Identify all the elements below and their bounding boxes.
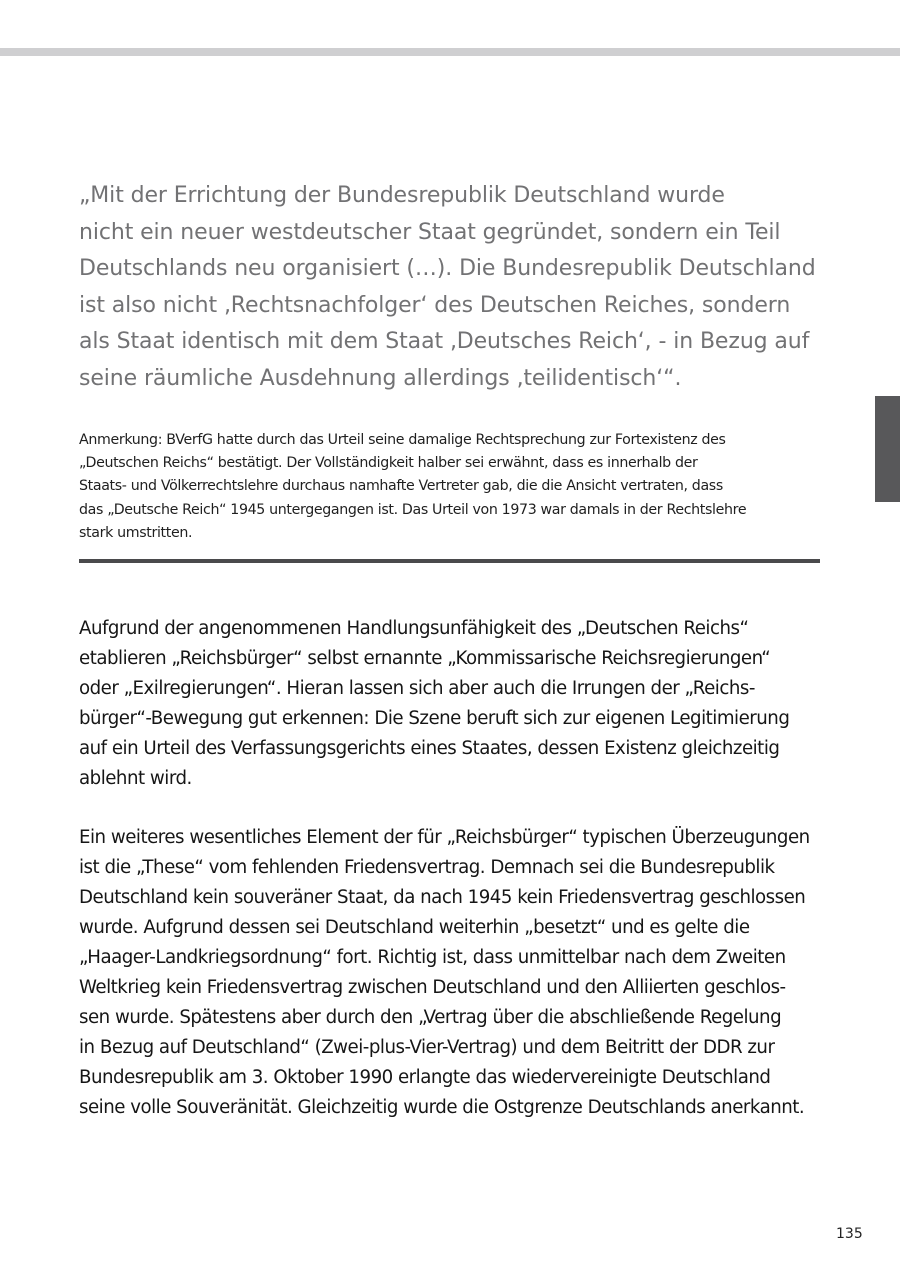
note-line: Anmerkung: BVerfG hatte durch das Urteil seine damalige Rechtsprechung zur Fortexistenz des [79, 432, 726, 448]
page-number: 135 [836, 1226, 863, 1242]
body-line: oder „Exilregierungen“. Hieran lassen sich aber auch die Irrungen der „Reichs- [79, 678, 755, 699]
note-line: das „Deutsche Reich“ 1945 untergegangen ist. Das Urteil von 1973 war damals in der Rechtslehre [79, 501, 747, 518]
top-rule [0, 48, 900, 56]
quote-line: seine räumliche Ausdehnung allerdings ‚teilidentisch‘“. [79, 365, 682, 391]
quote-line: Deutschlands neu organisiert (…). Die Bundesrepublik Deutschland [79, 256, 816, 282]
body-line: Bundesrepublik am 3. Oktober 1990 erlangte das wiedervereinigte Deutschland [79, 1067, 771, 1088]
body-paragraph-2 [79, 823, 824, 1123]
body-line: Aufgrund der angenommenen Handlungsunfähigkeit des „Deutschen Reichs“ [79, 618, 749, 639]
body-line: etablieren „Reichsbürger“ selbst ernannte „Kommissarische Reichsregierungen“ [79, 648, 771, 669]
court-quote [79, 178, 824, 398]
quote-line: nicht ein neuer westdeutscher Staat gegründet, sondern ein Teil [79, 219, 781, 245]
note-line: stark umstritten. [79, 524, 193, 541]
body-line: Deutschland kein souveräner Staat, da nach 1945 kein Friedensvertrag geschlossen [79, 887, 806, 908]
annotation-note [79, 429, 824, 545]
body-line: sen wurde. Spätestens aber durch den „Vertrag über die abschließende Regelung [79, 1007, 782, 1028]
body-line: ablehnt wird. [79, 768, 192, 789]
body-line: Ein weiteres wesentliches Element der für „Reichsbürger“ typischen Überzeugungen [79, 827, 810, 848]
note-line: „Deutschen Reichs“ bestätigt. Der Vollständigkeit halber sei erwähnt, dass es innerhalb der [79, 455, 698, 472]
body-line: wurde. Aufgrund dessen sei Deutschland weiterhin „besetzt“ und es gelte die [79, 917, 750, 938]
chapter-side-tab [875, 396, 900, 502]
note-line: Staats- und Völkerrechtslehre durchaus namhafte Vertreter gab, die die Ansicht vertraten, dass [79, 478, 723, 495]
body-line: in Bezug auf Deutschland“ (Zwei-plus-Vier-Vertrag) und dem Beitritt der DDR zur [79, 1037, 775, 1058]
body-line: auf ein Urteil des Verfassungsgerichts eines Staates, dessen Existenz gleichzeitig [79, 738, 780, 759]
body-line: „Haager-Landkriegsordnung“ fort. Richtig ist, dass unmittelbar nach dem Zweiten [79, 947, 786, 968]
body-line: bürger“-Bewegung gut erkennen: Die Szene beruft sich zur eigenen Legitimierung [79, 708, 790, 729]
quote-line: als Staat identisch mit dem Staat ‚Deutsches Reich‘, - in Bezug auf [79, 329, 810, 355]
quote-line: ist also nicht ‚Rechtsnachfolger‘ des Deutschen Reiches, sondern [79, 292, 791, 318]
body-paragraph-1 [79, 614, 824, 794]
section-divider [79, 559, 820, 563]
body-line: ist die „These“ vom fehlenden Friedensvertrag. Demnach sei die Bundesrepublik [79, 857, 775, 878]
quote-line: „Mit der Errichtung der Bundesrepublik Deutschland wurde [79, 183, 725, 208]
body-line: seine volle Souveränität. Gleichzeitig wurde die Ostgrenze Deutschlands anerkannt. [79, 1097, 805, 1118]
body-line: Weltkrieg kein Friedensvertrag zwischen Deutschland und den Alliierten geschlos- [79, 977, 786, 998]
